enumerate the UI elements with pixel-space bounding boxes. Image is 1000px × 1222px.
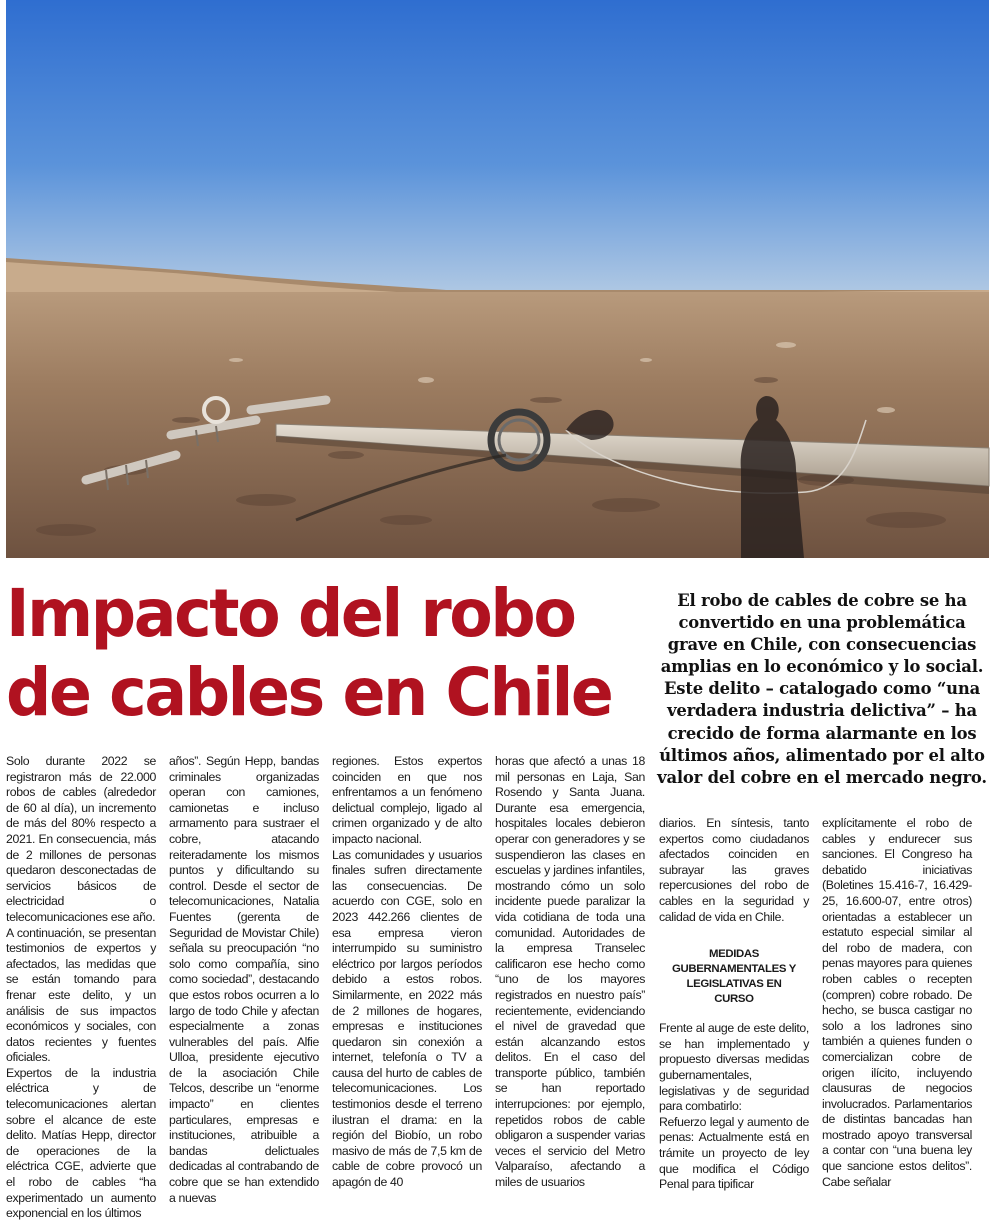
headline-line-2: de cables en Chile	[6, 654, 612, 731]
paragraph: Solo durante 2022 se registraron más de 22.000 robos de cables (alrededor de 60 al día), un incremento de más del 80% respecto a 2021. En consecuencia, más de 2 millones de personas quedaron desconectadas de servicios básicos de electricidad o telecomunicaciones ese año.	[6, 754, 156, 924]
article-column-4	[495, 754, 645, 1190]
paragraph: explícitamente el robo de cables y endurecer sus sanciones. El Congreso ha debatido iniciativas (Boletines 15.416-7, 16.429-25, 16.600-07, entre otros) orientadas a establecer un estatuto especial similar al del robo de madera, con penas mayores para quienes roben cables o recepten (compren) cobre robado. De hecho, se busca castigar no solo a los ladrones sino también a quienes funden o comercializan cobre de origen ilícito, incluyendo clausuras de negocios involucrados. Parlamentarios de distintas bancadas han mostrado apoyo transversal a contar con “una buena ley que sancione estos delitos”. Cabe señalar	[822, 816, 972, 1189]
desert-fallen-pole-image	[6, 0, 989, 558]
headline-line-1: Impacto del robo	[6, 575, 575, 652]
headline	[6, 574, 620, 732]
article-column-5	[659, 816, 809, 1192]
paragraph: regiones. Estos expertos coinciden en que nos enfrentamos a un fenómeno delictual complejo, ligado al crimen organizado y de alto impacto nacional.	[332, 754, 482, 846]
paragraph: años”. Según Hepp, bandas criminales organizadas operan con camiones, camionetas e incluso armamento para sustraer el cobre, atacando reiteradamente los mismos puntos y dificultando su control. Desde el sector de telecomunicaciones, Natalia Fuentes (gerenta de Seguridad de Movistar Chile) señala su preocupación “no solo como compañía, sino como sociedad”, destacando que estos robos ocurren a lo largo de todo Chile y afectan especialmente a zonas vulnerables del país. Alfie Ulloa, presidente ejecutivo de la asociación Chile Telcos, describe un “enorme impacto” en clientes particulares, empresas e instituciones, atribuible a bandas delictuales dedicadas al contrabando de cobre que se han extendido a nuevas	[169, 754, 319, 1205]
lead-photo	[6, 0, 989, 558]
paragraph: Expertos de la industria eléctrica y de telecomunicaciones alertan sobre el alcance de este delito. Matías Hepp, director de operaciones de la eléctrica CGE, advierte que el robo de cables “ha experimentado un aumento exponencial en los últimos	[6, 1065, 156, 1221]
paragraph: Frente al auge de este delito, se han implementado y propuesto diversas medidas gubernamentales, legislativas y de seguridad para combatirlo:	[659, 1021, 809, 1114]
article-column-1	[6, 754, 156, 1221]
deck-summary: El robo de cables de cobre se ha convertido en una problemática grave en Chile, con consecuencias amplias en lo económico y lo social. Este delito – catalogado como “una verdadera industria delictiva” – ha crecido de forma alarmante en los últimos años, alimentado por el alto valor del cobre en el mercado negro.	[657, 591, 987, 787]
paragraph: horas que afectó a unas 18 mil personas en Laja, San Rosendo y Santa Juana. Durante esa emergencia, hospitales locales debieron operar con generadores y se suspendieron las clases en escuelas y jardines infantiles, mostrando cómo un solo incidente puede paralizar la vida cotidiana de toda una comunidad. Autoridades de la empresa Transelec calificaron ese hecho como “uno de los mayores registrados en nuestro país” recientemente, evidenciando el nivel de gravedad que están alcanzando estos delitos. En el caso del transporte público, también se han reportado interrupciones: por ejemplo, repetidos robos de cable obligaron a suspender varias veces el servicio del Metro Valparaíso, afectando a miles de usuarios	[495, 754, 645, 1190]
article-column-2	[169, 754, 319, 1205]
article-column-3	[332, 754, 482, 1190]
paragraph: Las comunidades y usuarios finales sufren directamente las consecuencias. De acuerdo con CGE, solo en 2023 442.266 clientes de esa empresa vieron interrumpido su suministro eléctrico por largos períodos debido a estos robos. Similarmente, en 2022 más de 2 millones de hogares, empresas e instituciones quedaron sin conexión a internet, telefonía o TV a causa del hurto de cables de telecomunicaciones. Los testimonios desde el terreno ilustran el drama: en la región del Biobío, un robo masivo de más de 7,5 km de cable de cobre provocó un apagón de 40	[332, 847, 482, 1190]
paragraph: Refuerzo legal y aumento de penas: Actualmente está en trámite un proyecto de ley que modifica el Código Penal para tipificar	[659, 1114, 809, 1192]
paragraph: A continuación, se presentan testimonios de expertos y afectados, las medidas que se están tomando para frenar este delito, y un análisis de sus impactos económicos y sociales, con datos recientes y fuentes oficiales.	[6, 925, 156, 1065]
paragraph: diarios. En síntesis, tanto expertos como ciudadanos afectados coinciden en subrayar las graves repercusiones del robo de cables en la seguridad y calidad de vida en Chile.	[659, 816, 809, 924]
section-subhead: MEDIDAS GUBERNAMENTALES Y LEGISLATIVAS EN CURSO	[672, 948, 796, 1006]
article-column-6	[822, 816, 972, 1189]
